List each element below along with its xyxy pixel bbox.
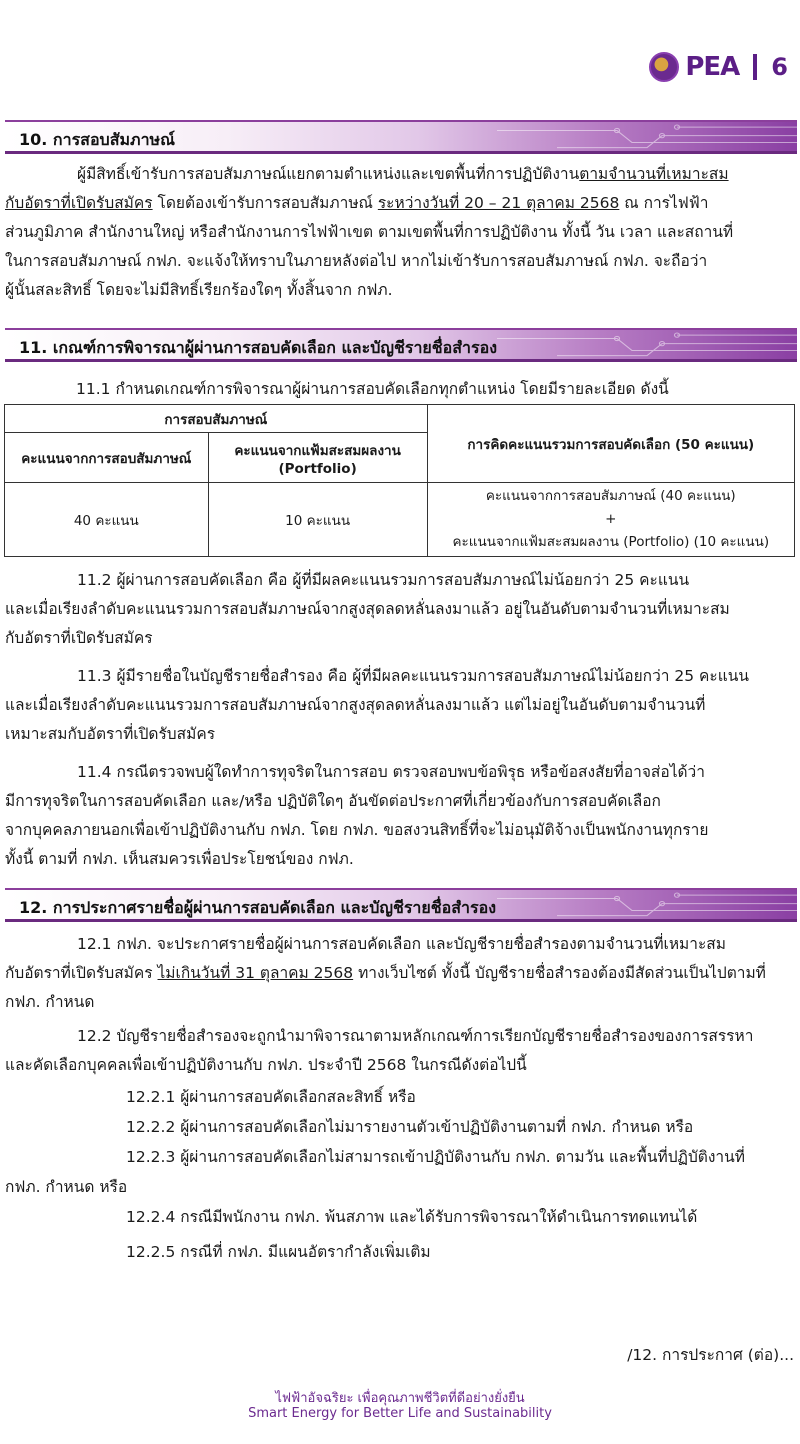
text-segment: ณ การไฟฟ้า — [619, 194, 709, 212]
item-12-2-3-cont: กฟภ. กำหนด หรือ — [5, 1178, 128, 1196]
text-segment: กับอัตราที่เปิดรับสมัคร — [5, 964, 158, 982]
section-11-title: 11. เกณฑ์การพิจารณาผู้ผ่านการสอบคัดเลือก และบัญชีรายชื่อสำรอง — [19, 338, 498, 357]
section-12-title: 12. การประกาศรายชื่อผู้ผ่านการสอบคัดเลือก และบัญชีรายชื่อสำรอง — [19, 898, 497, 917]
item-12-2-5: 12.2.5 กรณีที่ กฟภ. มีแผนอัตรากำลังเพิ่มเติม — [126, 1243, 431, 1261]
underlined-text: ระหว่างวันที่ 20 – 21 ตุลาคม 2568 — [377, 194, 620, 212]
pea-logo — [649, 52, 788, 82]
formula-line1: คะแนนจากการสอบสัมภาษณ์ (40 คะแนน) — [485, 488, 736, 504]
paragraph-line — [5, 160, 797, 189]
section-10-paragraph — [5, 160, 797, 305]
paragraph-line — [5, 189, 797, 218]
formula-plus: + — [605, 511, 617, 527]
section-12-2-line: และคัดเลือกบุคคลเพื่อเข้าปฏิบัติงานกับ กฟภ. ประจำปี 2568 ในกรณีดังต่อไปนี้ — [5, 1056, 527, 1074]
section-11-4-line: ทั้งนี้ ตามที่ กฟภ. เห็นสมควรเพื่อประโยชน์ของ กฟภ. — [5, 850, 354, 868]
circuit-decoration-icon — [497, 890, 797, 919]
section-11-4-line: จากบุคคลภายนอกเพื่อเข้าปฏิบัติงานกับ กฟภ. โดย กฟภ. ขอสงวนสิทธิ์ที่จะไม่อนุมัติจ้างเป็นพนักงานทุกราย — [5, 821, 709, 839]
table-interview-header: คะแนนจากการสอบสัมภาษณ์ — [5, 433, 209, 483]
table-portfolio-score: 10 คะแนน — [208, 483, 427, 557]
section-12-2-line: 12.2 บัญชีรายชื่อสำรองจะถูกนำมาพิจารณาตามหลักเกณฑ์การเรียกบัญชีรายชื่อสำรองของการสรรหา — [77, 1027, 754, 1045]
section-12-header — [5, 888, 797, 922]
underlined-text: กับอัตราที่เปิดรับสมัคร — [5, 194, 153, 212]
section-11-3-paragraph — [5, 662, 797, 749]
paragraph-line — [5, 959, 797, 988]
table-total-formula — [427, 483, 794, 557]
formula-line2: คะแนนจากแฟ้มสะสมผลงาน (Portfolio) (10 คะแนน) — [452, 534, 770, 550]
section-11-3-line: และเมื่อเรียงลำดับคะแนนรวมการสอบสัมภาษณ์จากสูงสุดลดหลั่นลงมาแล้ว แต่ไม่อยู่ในอันดับตามจำนวนที่ — [5, 696, 706, 714]
text-segment: ในการสอบสัมภาษณ์ กฟภ. จะแจ้งให้ทราบในภายหลังต่อไป หากไม่เข้ารับการสอบสัมภาษณ์ กฟภ. จะถือว่า — [5, 252, 708, 270]
footer-slogan-english: Smart Energy for Better Life and Sustainability — [248, 1406, 552, 1421]
section-11-4-line: 11.4 กรณีตรวจพบผู้ใดทำการทุจริตในการสอบ ตรวจสอบพบข้อพิรุธ หรือข้อสงสัยที่อาจส่อได้ว่า — [77, 763, 705, 781]
text-segment: โดยต้องเข้ารับการสอบสัมภาษณ์ — [152, 194, 378, 212]
portfolio-header-line2: (Portfolio) — [278, 460, 357, 477]
section-10-title: 10. การสอบสัมภาษณ์ — [19, 130, 175, 149]
text-segment: 12.1 กฟภ. จะประกาศรายชื่อผู้ผ่านการสอบคัดเลือก และบัญชีรายชื่อสำรองตามจำนวนที่เหมาะสม — [77, 935, 726, 953]
section-11-2-line: 11.2 ผู้ผ่านการสอบคัดเลือก คือ ผู้ที่มีผลคะแนนรวมการสอบสัมภาษณ์ไม่น้อยกว่า 25 คะแนน — [77, 571, 690, 589]
criteria-table — [4, 404, 795, 557]
pea-emblem-icon — [649, 52, 679, 82]
continued-note: /12. การประกาศ (ต่อ)... — [627, 1346, 794, 1364]
text-segment: ทางเว็บไซต์ ทั้งนี้ บัญชีรายชื่อสำรองต้องมีสัดส่วนเป็นไปตามที่ — [353, 964, 766, 982]
page-number: 6 — [771, 53, 788, 81]
logo-divider — [753, 54, 757, 80]
table-group-header: การสอบสัมภาษณ์ — [5, 405, 428, 433]
underlined-text: ไม่เกินวันที่ 31 ตุลาคม 2568 — [157, 964, 354, 982]
table-total-header: การคิดคะแนนรวมการสอบคัดเลือก (50 คะแนน) — [427, 405, 794, 483]
paragraph-line — [5, 247, 797, 276]
table-portfolio-header — [208, 433, 427, 483]
text-segment: ผู้นั้นสละสิทธิ์ โดยจะไม่มีสิทธิ์เรียกร้องใดๆ ทั้งสิ้นจาก กฟภ. — [5, 281, 393, 299]
section-12-2-paragraph — [5, 1022, 797, 1080]
portfolio-header-line1: คะแนนจากแฟ้มสะสมผลงาน — [234, 442, 401, 459]
item-12-2-1: 12.2.1 ผู้ผ่านการสอบคัดเลือกสละสิทธิ์ หรือ — [126, 1088, 416, 1106]
paragraph-line — [5, 218, 797, 247]
paragraph-line — [5, 930, 797, 959]
item-12-2-4: 12.2.4 กรณีมีพนักงาน กฟภ. พ้นสภาพ และได้รับการพิจารณาให้ดำเนินการทดแทนได้ — [126, 1208, 698, 1226]
item-12-2-3: 12.2.3 ผู้ผ่านการสอบคัดเลือกไม่สามารถเข้าปฏิบัติงานกับ กฟภ. ตามวัน และพื้นที่ปฏิบัติงานที่ — [126, 1148, 745, 1166]
section-11-3-line: เหมาะสมกับอัตราที่เปิดรับสมัคร — [5, 725, 216, 743]
section-11-header — [5, 328, 797, 362]
section-11-2-line: และเมื่อเรียงลำดับคะแนนรวมการสอบสัมภาษณ์จากสูงสุดลดหลั่นลงมาแล้ว อยู่ในอันดับตามจำนวนที่เหมาะสม — [5, 600, 730, 618]
paragraph-line — [5, 276, 797, 305]
section-11-3-line: 11.3 ผู้มีรายชื่อในบัญชีรายชื่อสำรอง คือ ผู้ที่มีผลคะแนนรวมการสอบสัมภาษณ์ไม่น้อยกว่า 25 คะแนน — [77, 667, 749, 685]
section-10-header — [5, 120, 797, 154]
circuit-decoration-icon — [497, 330, 797, 359]
section-11-4-paragraph — [5, 758, 797, 874]
text-segment: ส่วนภูมิภาค สำนักงานใหญ่ หรือสำนักงานการไฟฟ้าเขต ตามเขตพื้นที่การปฏิบัติงาน ทั้งนี้ วัน เวลา และสถานที่ — [5, 223, 734, 241]
text-segment: กฟภ. กำหนด — [5, 993, 95, 1011]
paragraph-line — [5, 988, 797, 1017]
section-11-4-line: มีการทุจริตในการสอบคัดเลือก และ/หรือ ปฏิบัติใดๆ อันขัดต่อประกาศที่เกี่ยวข้องกับการสอบคัดเลือก — [5, 792, 661, 810]
item-12-2-2: 12.2.2 ผู้ผ่านการสอบคัดเลือกไม่มารายงานตัวเข้าปฏิบัติงานตามที่ กฟภ. กำหนด หรือ — [126, 1118, 694, 1136]
footer-slogan-thai: ไฟฟ้าอัจฉริยะ เพื่อคุณภาพชีวิตที่ดีอย่างยั่งยืน — [275, 1391, 525, 1406]
text-segment: ผู้มีสิทธิ์เข้ารับการสอบสัมภาษณ์แยกตามตำแหน่งและเขตพื้นที่การปฏิบัติงาน — [77, 165, 580, 183]
section-12-1-paragraph — [5, 930, 797, 1017]
table-interview-score: 40 คะแนน — [5, 483, 209, 557]
underlined-text: ตามจำนวนที่เหมาะสม — [579, 165, 729, 183]
section-11-2-paragraph — [5, 566, 797, 653]
logo-text: PEA — [685, 52, 740, 82]
section-11-1-text: 11.1 กำหนดเกณฑ์การพิจารณาผู้ผ่านการสอบคัดเลือกทุกตำแหน่ง โดยมีรายละเอียด ดังนี้ — [76, 380, 669, 398]
section-11-2-line: กับอัตราที่เปิดรับสมัคร — [5, 629, 153, 647]
circuit-decoration-icon — [497, 122, 797, 151]
